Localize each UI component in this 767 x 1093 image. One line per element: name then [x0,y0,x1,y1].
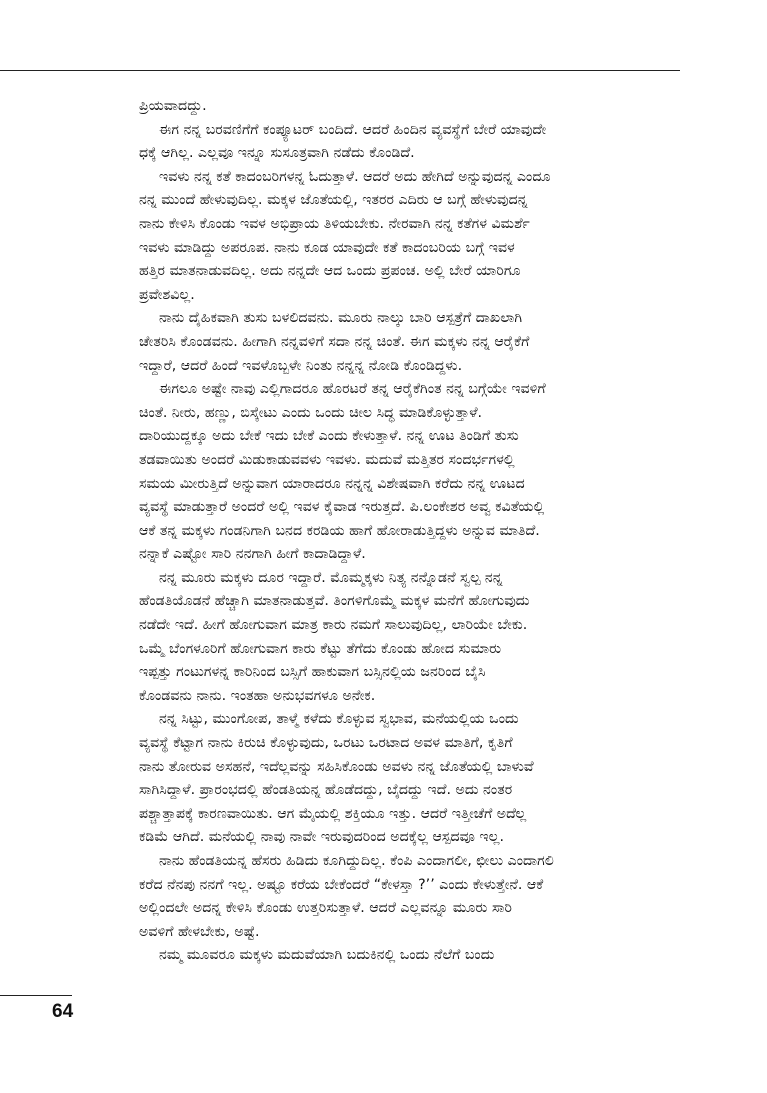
text-line: ನಡೆದೇ ಇದೆ. ಹೀಗೆ ಹೋಗುವಾಗ ಮಾತ್ರ ಕಾರು ನಮಗೆ ಸಾಲುವುದಿಲ್ಲ, ಲಾರಿಯೇ ಬೇಕು. [139,617,528,634]
text-line: ಕಡಿಮೆ ಆಗಿದೆ. ಮನೆಯಲ್ಲಿ ನಾವು ನಾವೇ ಇರುವುದರಿಂದ ಅದಕ್ಕೆಲ್ಲ ಆಸ್ಪದವೂ ಇಲ್ಲ. [139,829,505,846]
text-line: ಇದ್ದಾರೆ, ಆದರೆ ಹಿಂದೆ ಇವಳೊಬ್ಬಳೇ ನಿಂತು ನನ್ನನ್ನ ನೋಡಿ ಕೊಂಡಿದ್ದಳು. [139,357,463,374]
text-line: ಇವಳು ನನ್ನ ಕತೆ ಕಾದಂಬರಿಗಳನ್ನ ಓದುತ್ತಾಳೆ. ಆದರೆ ಅದು ಹೇಗಿದೆ ಅನ್ನುವುದನ್ನ ಎಂದೂ [159,168,551,185]
text-line: ಹತ್ತಿರ ಮಾತನಾಡುವದಿಲ್ಲ. ಅದು ನನ್ನದೇ ಆದ ಒಂದು ಪ್ರಪಂಚ. ಅಲ್ಲಿ ಬೇರೆ ಯಾರಿಗೂ [139,263,521,280]
text-line: ತಡವಾಯಿತು ಅಂದರೆ ಮಿಡುಕಾಡುವವಳು ಇವಳು. ಮದುವೆ ಮತ್ತಿತರ ಸಂದರ್ಭಗಳಲ್ಲಿ [139,451,515,468]
text-line: ಚೇತರಿಸಿ ಕೊಂಡವನು. ಹೀಗಾಗಿ ನನ್ನವಳಿಗೆ ಸದಾ ನನ್ನ ಚಿಂತೆ. ಈಗ ಮಕ್ಕಳು ನನ್ನ ಆರೈಕೆಗೆ [139,333,530,350]
text-line: ನನ್ನ ಸಿಟ್ಟು, ಮುಂಗೋಪ, ತಾಳ್ಮೆ ಕಳೆದು ಕೊಳ್ಳುವ ಸ್ವಭಾವ, ಮನೆಯಲ್ಲಿಯ ಒಂದು [159,711,519,728]
text-line: ಇಪ್ಪತ್ತು ಗಂಟುಗಳನ್ನ ಕಾರಿನಿಂದ ಬಸ್ಸಿಗೆ ಹಾಕುವಾಗ ಬಸ್ಸಿನಲ್ಲಿಯ ಜನರಿಂದ ಬೈಸಿ [139,664,486,681]
text-line: ನಾನು ದೈಹಿಕವಾಗಿ ತುಸು ಬಳಲಿದವನು. ಮೂರು ನಾಲ್ಕು ಬಾರಿ ಆಸ್ಪತ್ರೆಗೆ ದಾಖಲಾಗಿ [159,310,523,327]
text-line: ವ್ಯವಸ್ಥೆ ಮಾಡುತ್ತಾರೆ ಅಂದರೆ ಅಲ್ಲಿ ಇವಳ ಕೈವಾಡ ಇರುತ್ತದೆ. ಪಿ.ಲಂಕೇಶರ ಅವ್ವ ಕವಿತೆಯಲ್ಲಿ [139,499,545,516]
text-line: ಇವಳು ಮಾಡಿದ್ದು ಅಪರೂಪ. ನಾನು ಕೂಡ ಯಾವುದೇ ಕತೆ ಕಾದಂಬರಿಯ ಬಗ್ಗೆ ಇವಳ [139,239,515,256]
text-line: ಈಗಲೂ ಅಷ್ಟೇ ನಾವು ಎಲ್ಲಿಗಾದರೂ ಹೊರಟರೆ ತನ್ನ ಆರೈಕೆಗಿಂತ ನನ್ನ ಬಗ್ಗೆಯೇ ಇವಳಿಗೆ [159,381,546,398]
text-line: ಹೆಂಡತಿಯೊಡನೆ ಹೆಚ್ಚಾಗಿ ಮಾತನಾಡುತ್ತವೆ. ತಿಂಗಳಿಗೊಮ್ಮೆ ಮಕ್ಕಳ ಮನೆಗೆ ಹೋಗುವುದು [139,593,530,610]
text-line: ಸಮಯ ಮೀರುತ್ತಿದೆ ಅನ್ನುವಾಗ ಯಾರಾದರೂ ನನ್ನನ್ನ ವಿಶೇಷವಾಗಿ ಕರೆದು ನನ್ನ ಊಟದ [139,475,525,492]
text-line: ಕೊಂಡವನು ನಾನು. ಇಂತಹಾ ಅನುಭವಗಳೂ ಅನೇಕ. [139,687,376,704]
text-line: ಒಮ್ಮೆ ಬೆಂಗಳೂರಿಗೆ ಹೋಗುವಾಗ ಕಾರು ಕೆಟ್ಟು ತೆಗೆದು ಕೊಂಡು ಹೋದ ಸುಮಾರು [139,640,502,657]
text-line: ಪ್ರಿಯವಾದದ್ದು. [139,98,207,114]
text-line: ನಾನು ಹೆಂಡತಿಯನ್ನ ಹೆಸರು ಹಿಡಿದು ಕೂಗಿದ್ದುದಿಲ್ಲ. ಕೆಂಪಿ ಎಂದಾಗಲೀ, ಛೀಲು ಎಂದಾಗಲಿ [159,853,554,869]
text-line: ಧಕ್ಕೆ ಆಗಿಲ್ಲ. ಎಲ್ಲವೂ ಇನ್ನೂ ಸುಸೂತ್ರವಾಗಿ ನಡೆದು ಕೊಂಡಿದೆ. [139,145,415,162]
text-line: ಸಾಗಿಸಿದ್ದಾಳೆ. ಪ್ರಾರಂಭದಲ್ಲಿ ಹೆಂಡತಿಯನ್ನ ಹೊಡೆದದ್ದು, ಬೈದದ್ದು ಇದೆ. ಅದು ನಂತರ [139,782,513,799]
page-body-text [139,95,684,968]
text-line: ಕರೆದ ನೆನಪು ನನಗೆ ಇಲ್ಲ. ಅಷ್ಟೂ ಕರೆಯ ಬೇಕೆಂದರೆ “ಕೇಳಸ್ತಾ ?’’ ಎಂದು ಕೇಳುತ್ತೇನೆ. ಆಕೆ [139,876,544,893]
text-line: ಈಗ ನನ್ನ ಬರವಣಿಗೆಗೆ ಕಂಪ್ಯೂಟರ್ ಬಂದಿದೆ. ಆದರೆ ಹಿಂದಿನ ವ್ಯವಸ್ಥೆಗೆ ಬೇರೆ ಯಾವುದೇ [159,121,547,138]
text-line: ಪಶ್ಚಾತ್ತಾಪಕ್ಕೆ ಕಾರಣವಾಯಿತು. ಆಗ ಮೈಯಲ್ಲಿ ಶಕ್ತಿಯೂ ಇತ್ತು. ಆದರೆ ಇತ್ತೀಚೆಗೆ ಅದೆಲ್ಲ [139,805,527,822]
text-line: ನಾನು ತೋರುವ ಅಸಹನೆ, ಇದೆಲ್ಲವನ್ನು ಸಹಿಸಿಕೊಂಡು ಅವಳು ನನ್ನ ಜೊತೆಯಲ್ಲಿ ಬಾಳುವೆ [139,758,534,775]
text-line: ನನ್ನಾಕೆ ಎಷ್ಟೋ ಸಾರಿ ನನಗಾಗಿ ಹೀಗೆ ಕಾದಾಡಿದ್ದಾಳೆ. [139,546,366,563]
text-line: ವ್ಯವಸ್ಥೆ ಕೆಟ್ಟಾಗ ನಾನು ಕಿರುಚಿ ಕೊಳ್ಳುವುದು, ಒರಟು ಒರಟಾದ ಅವಳ ಮಾತಿಗೆ, ಕೃತಿಗೆ [139,735,513,752]
text-line: ಅಲ್ಲಿಂದಲೇ ಅದನ್ನ ಕೇಳಿಸಿ ಕೊಂಡು ಉತ್ತರಿಸುತ್ತಾಳೆ. ಆದರೆ ಎಲ್ಲವನ್ನೂ ಮೂರು ಸಾರಿ [139,900,512,917]
top-divider [0,70,680,71]
text-line: ದಾರಿಯುದ್ದಕ್ಕೂ ಅದು ಬೇಕೆ ಇದು ಬೇಕೆ ಎಂದು ಕೇಳುತ್ತಾಳೆ. ನನ್ನ ಊಟ ತಿಂಡಿಗೆ ತುಸು [139,428,519,445]
text-line: ಪ್ರವೇಶವಿಲ್ಲ. [139,286,195,303]
text-line: ಆಕೆ ತನ್ನ ಮಕ್ಕಳು ಗಂಡನಿಗಾಗಿ ಬನದ ಕರಡಿಯ ಹಾಗೆ ಹೋರಾಡುತ್ತಿದ್ದಳು ಅನ್ನುವ ಮಾತಿದೆ. [139,522,540,539]
page-number: 64 [52,1001,74,1022]
text-line: ಅವಳಿಗೆ ಹೇಳಬೇಕು, ಅಷ್ಟೆ. [139,923,260,940]
text-line: ನಮ್ಮ ಮೂವರೂ ಮಕ್ಕಳು ಮದುವೆಯಾಗಿ ಬದುಕಿನಲ್ಲಿ ಒಂದು ನೆಲೆಗೆ ಬಂದು [159,947,495,964]
text-line: ನನ್ನ ಮೂರು ಮಕ್ಕಳು ದೂರ ಇದ್ದಾರೆ. ಮೊಮ್ಮಕ್ಕಳು ನಿತ್ಯ ನನ್ನೊಡನೆ ಸ್ವಲ್ಪ ನನ್ನ [159,569,503,586]
text-line: ನಾನು ಕೇಳಿಸಿ ಕೊಂಡು ಇವಳ ಅಭಿಪ್ರಾಯ ತಿಳಿಯಬೇಕು. ನೇರವಾಗಿ ನನ್ನ ಕತೆಗಳ ವಿಮರ್ಶೆ [139,215,530,232]
page-number-rule [0,995,72,996]
text-line: ಚಿಂತೆ. ನೀರು, ಹಣ್ಣು, ಬಿಸ್ಕೇಟು ಎಂದು ಒಂದು ಚೀಲ ಸಿದ್ಧ ಮಾಡಿಕೊಳ್ಳುತ್ತಾಳೆ. [139,404,483,421]
text-line: ನನ್ನ ಮುಂದೆ ಹೇಳುವುದಿಲ್ಲ. ಮಕ್ಕಳ ಜೊತೆಯಲ್ಲಿ, ಇತರರ ಎದಿರು ಆ ಬಗ್ಗೆ ಹೇಳುವುದನ್ನ [139,192,528,209]
